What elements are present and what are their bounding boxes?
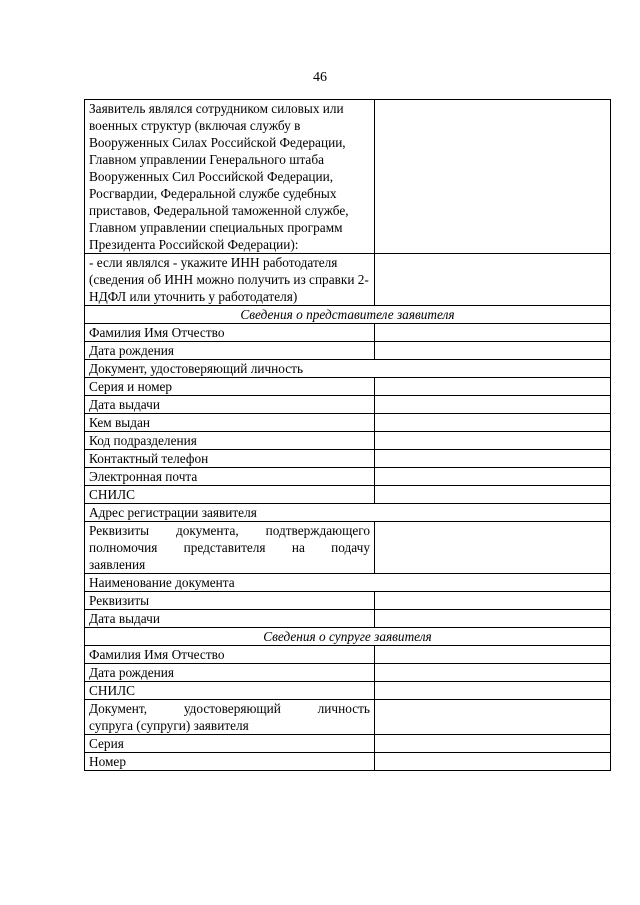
rep-dept-code-field[interactable]	[375, 432, 611, 450]
rep-dept-code-label: Код подразделения	[85, 432, 375, 450]
spouse-number-label: Номер	[85, 753, 375, 771]
rep-email-field[interactable]	[375, 468, 611, 486]
spouse-series-label: Серия	[85, 735, 375, 753]
table-row	[85, 700, 611, 735]
table-row	[85, 735, 611, 753]
employer-inn-label: - если являлся - укажите ИНН работодателя (сведения об ИНН можно получить из справки 2-НДФЛ или уточнить у работодателя)	[85, 254, 375, 306]
spouse-id-doc-label	[85, 700, 375, 735]
table-row	[85, 592, 611, 610]
rep-birth-date-field[interactable]	[375, 342, 611, 360]
rep-fio-field[interactable]	[375, 324, 611, 342]
table-row	[85, 610, 611, 628]
spouse-series-field[interactable]	[375, 735, 611, 753]
rep-phone-field[interactable]	[375, 450, 611, 468]
table-row	[85, 360, 611, 378]
rep-id-doc-label: Документ, удостоверяющий личность	[85, 360, 611, 378]
spouse-number-field[interactable]	[375, 753, 611, 771]
rep-phone-label: Контактный телефон	[85, 450, 375, 468]
table-row	[85, 396, 611, 414]
rep-birth-date-label: Дата рождения	[85, 342, 375, 360]
rep-issue-date-label: Дата выдачи	[85, 396, 375, 414]
rep-fio-label: Фамилия Имя Отчество	[85, 324, 375, 342]
table-row	[85, 646, 611, 664]
table-row	[85, 432, 611, 450]
rep-snils-field[interactable]	[375, 486, 611, 504]
table-row	[85, 254, 611, 306]
section-header-row	[85, 306, 611, 324]
rep-authority-doc-label	[85, 522, 375, 574]
spouse-id-doc-label-line1: Документ, удостоверяющий личность	[89, 701, 370, 716]
table-row	[85, 486, 611, 504]
table-row	[85, 100, 611, 254]
page-number: 46	[313, 70, 327, 85]
spouse-birth-date-label: Дата рождения	[85, 664, 375, 682]
rep-doc-name-label: Наименование документа	[85, 574, 611, 592]
table-row	[85, 753, 611, 771]
table-row	[85, 468, 611, 486]
spouse-birth-date-field[interactable]	[375, 664, 611, 682]
representative-section-title: Сведения о представителе заявителя	[85, 306, 611, 324]
spouse-snils-field[interactable]	[375, 682, 611, 700]
table-row	[85, 324, 611, 342]
rep-authority-doc-label-line2: заявления	[89, 557, 146, 572]
table-row	[85, 342, 611, 360]
rep-series-number-label: Серия и номер	[85, 378, 375, 396]
spouse-id-doc-field[interactable]	[375, 700, 611, 735]
spouse-fio-label: Фамилия Имя Отчество	[85, 646, 375, 664]
table-row	[85, 664, 611, 682]
section-header-row	[85, 628, 611, 646]
table-row	[85, 414, 611, 432]
rep-authority-doc-field[interactable]	[375, 522, 611, 574]
military-service-field[interactable]	[375, 100, 611, 254]
spouse-id-doc-label-line2: супруга (супруги) заявителя	[89, 718, 249, 733]
application-form-table	[84, 99, 611, 771]
rep-issued-by-label: Кем выдан	[85, 414, 375, 432]
rep-doc-issue-date-label: Дата выдачи	[85, 610, 375, 628]
spouse-section-title: Сведения о супруге заявителя	[85, 628, 611, 646]
spouse-snils-label: СНИЛС	[85, 682, 375, 700]
rep-snils-label: СНИЛС	[85, 486, 375, 504]
rep-series-number-field[interactable]	[375, 378, 611, 396]
table-row	[85, 522, 611, 574]
rep-doc-issue-date-field[interactable]	[375, 610, 611, 628]
table-row	[85, 378, 611, 396]
rep-authority-doc-label-line1: Реквизиты документа, подтверждающего полномочия представителя на подачу	[89, 523, 370, 555]
rep-issue-date-field[interactable]	[375, 396, 611, 414]
rep-email-label: Электронная почта	[85, 468, 375, 486]
employer-inn-field[interactable]	[375, 254, 611, 306]
table-row	[85, 450, 611, 468]
rep-reg-address-label: Адрес регистрации заявителя	[85, 504, 611, 522]
military-service-label: Заявитель являлся сотрудником силовых или военных структур (включая службу в Вооруженных Силах Российской Федерации, Главном управлении Генерального штаба Вооруженных Сил Российской Федерации, Росгвардии, Федеральной службе судебных приставов, Федеральной таможенной службе, Главном управлении специальных программ Президента Российской Федерации):	[85, 100, 375, 254]
spouse-fio-field[interactable]	[375, 646, 611, 664]
rep-requisites-label: Реквизиты	[85, 592, 375, 610]
table-row	[85, 682, 611, 700]
table-row	[85, 574, 611, 592]
rep-issued-by-field[interactable]	[375, 414, 611, 432]
rep-requisites-field[interactable]	[375, 592, 611, 610]
table-row	[85, 504, 611, 522]
